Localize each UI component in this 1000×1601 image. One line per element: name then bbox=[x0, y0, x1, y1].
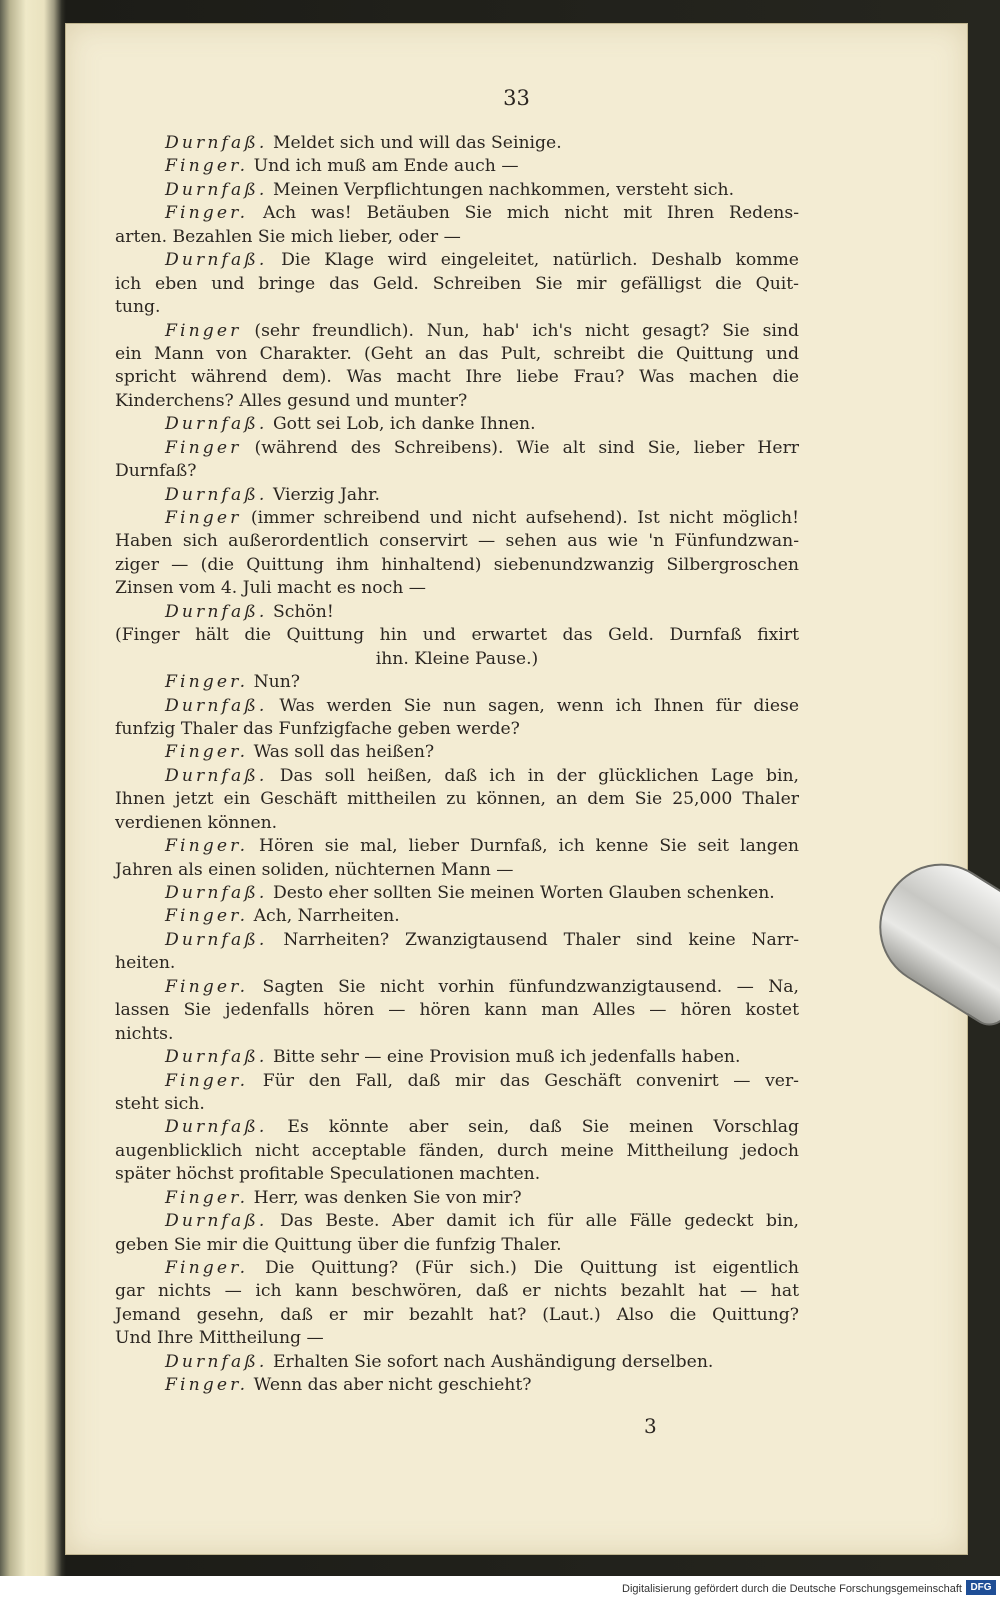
line-text: Narrheiten? Zwanzigtausend Thaler sind keine Narr- bbox=[283, 929, 800, 950]
speaker-name: Finger. bbox=[165, 1258, 249, 1278]
footer-bar bbox=[0, 1576, 1000, 1601]
text-line bbox=[115, 1046, 799, 1069]
line-text: ich eben und bringe das Geld. Schreiben Sie mir gefälligst die Quit- bbox=[115, 273, 799, 294]
text-line bbox=[115, 671, 799, 694]
line-text: spricht während dem). Was macht Ihre liebe Frau? Was machen die bbox=[115, 367, 799, 388]
speaker-name: Durnfaß. bbox=[165, 601, 268, 622]
text-line bbox=[115, 226, 799, 249]
line-text: tung. bbox=[115, 297, 161, 318]
line-text: Das Beste. Aber damit ich für alle Fälle gedeckt bin, bbox=[279, 1211, 800, 1232]
line-text: ein Mann von Charakter. (Geht an das Pult, schreibt die Quittung und bbox=[115, 343, 799, 364]
line-text: Was soll das heißen? bbox=[253, 742, 435, 763]
line-text: Was werden Sie nun sagen, wenn ich Ihnen für diese bbox=[279, 695, 799, 716]
text-line bbox=[115, 1210, 799, 1233]
text-line bbox=[115, 249, 799, 272]
text-line bbox=[115, 179, 799, 202]
line-text: Nun? bbox=[253, 672, 301, 693]
speaker-name: Finger. bbox=[165, 906, 249, 927]
line-text: Schön! bbox=[272, 601, 334, 622]
text-line bbox=[115, 437, 799, 460]
speaker-name: Finger bbox=[165, 437, 242, 458]
text-line bbox=[115, 460, 799, 483]
speaker-name: Finger. bbox=[165, 672, 249, 693]
text-line bbox=[115, 577, 799, 600]
line-text: Meinen Verpflichtungen nachkommen, versteht sich. bbox=[272, 179, 735, 200]
speaker-name: Durnfaß. bbox=[165, 1351, 268, 1372]
line-text: heiten. bbox=[115, 953, 176, 974]
text-line bbox=[115, 554, 799, 577]
line-text: (immer schreibend und nicht aufsehend). Ist nicht möglich! bbox=[250, 508, 800, 528]
speaker-name: Finger bbox=[165, 320, 242, 341]
dialogue-text bbox=[115, 132, 799, 1398]
line-text: augenblicklich nicht acceptable fänden, durch meine Mittheilung jedoch bbox=[115, 1140, 799, 1161]
line-text: (während des Schreibens). Wie alt sind Sie, lieber Herr bbox=[254, 437, 800, 458]
line-text: Die Klage wird eingeleitet, natürlich. Deshalb komme bbox=[281, 250, 799, 271]
speaker-name: Durnfaß. bbox=[165, 179, 268, 200]
text-line bbox=[115, 320, 799, 343]
text-line bbox=[115, 530, 799, 553]
speaker-name: Finger. bbox=[165, 1070, 249, 1091]
text-line bbox=[115, 624, 799, 647]
line-text: Ihnen jetzt ein Geschäft mittheilen zu können, an dem Sie 25,000 Thaler bbox=[115, 789, 799, 810]
text-line bbox=[115, 296, 799, 319]
text-line bbox=[115, 132, 799, 155]
speaker-name: Finger. bbox=[165, 1187, 249, 1208]
speaker-name: Finger. bbox=[165, 742, 249, 763]
text-line bbox=[115, 788, 799, 811]
book-page bbox=[66, 24, 967, 1554]
text-line bbox=[115, 929, 799, 952]
line-text: Kinderchens? Alles gesund und munter? bbox=[115, 390, 468, 411]
speaker-name: Finger. bbox=[165, 1375, 249, 1396]
text-line bbox=[115, 905, 799, 928]
text-line bbox=[115, 1163, 799, 1186]
line-text: Hören sie mal, lieber Durnfaß, ich kenne Sie seit langen bbox=[259, 836, 800, 857]
line-text: später höchst profitable Speculationen machten. bbox=[115, 1164, 541, 1185]
line-text: Für den Fall, daß mir das Geschäft convenirt — ver- bbox=[262, 1070, 799, 1091]
facing-page-edge bbox=[0, 0, 62, 1576]
line-text: verdienen können. bbox=[115, 812, 278, 833]
text-line bbox=[115, 999, 799, 1022]
line-text: Jemand gesehn, daß er mir bezahlt hat? (Laut.) Also die Quittung? bbox=[115, 1304, 799, 1325]
text-line bbox=[115, 648, 799, 671]
line-text: nichts. bbox=[115, 1023, 174, 1044]
line-text: Gott sei Lob, ich danke Ihnen. bbox=[272, 414, 536, 435]
text-line bbox=[115, 976, 799, 999]
speaker-name: Finger. bbox=[165, 203, 249, 224]
text-line bbox=[115, 1304, 799, 1327]
line-text: Und ich muß am Ende auch — bbox=[253, 156, 519, 177]
text-line bbox=[115, 202, 799, 225]
text-line bbox=[115, 1093, 799, 1116]
line-text: Meldet sich und will das Seinige. bbox=[272, 133, 562, 153]
line-text: Sagten Sie nicht vorhin fünfundzwanzigtausend. — Na, bbox=[262, 976, 799, 997]
text-line bbox=[115, 952, 799, 975]
line-text: Haben sich außerordentlich conservirt — sehen aus wie 'n Fünfundzwan- bbox=[115, 531, 799, 552]
text-line bbox=[115, 1374, 799, 1397]
text-line bbox=[115, 1234, 799, 1257]
speaker-name: Durnfaß. bbox=[165, 695, 268, 716]
text-line bbox=[115, 1257, 799, 1280]
text-line bbox=[115, 413, 799, 436]
line-text: ihn. Kleine Pause.) bbox=[375, 648, 539, 669]
line-text: funfzig Thaler das Funfzigfache geben werde? bbox=[115, 718, 520, 739]
line-text: (sehr freundlich). Nun, hab' ich's nicht gesagt? Sie sind bbox=[254, 320, 799, 341]
text-line bbox=[115, 155, 799, 178]
speaker-name: Durnfaß. bbox=[165, 929, 268, 950]
speaker-name: Durnfaß. bbox=[165, 250, 268, 271]
speaker-name: Durnfaß. bbox=[165, 414, 268, 435]
text-line bbox=[115, 366, 799, 389]
text-line bbox=[115, 695, 799, 718]
line-text: Erhalten Sie sofort nach Aushändigung derselben. bbox=[272, 1351, 714, 1372]
text-line bbox=[115, 765, 799, 788]
line-text: Und Ihre Mittheilung — bbox=[115, 1328, 324, 1349]
line-text: lassen Sie jedenfalls hören — hören kann man Alles — hören kostet bbox=[115, 1000, 799, 1021]
text-line bbox=[115, 601, 799, 624]
speaker-name: Durnfaß. bbox=[165, 1117, 268, 1138]
line-text: Desto eher sollten Sie meinen Worten Glauben schenken. bbox=[272, 883, 775, 903]
speaker-name: Durnfaß. bbox=[165, 1211, 268, 1232]
speaker-name: Finger. bbox=[165, 156, 249, 177]
text-line bbox=[115, 859, 799, 882]
line-text: Jahren als einen soliden, nüchternen Mann — bbox=[115, 859, 514, 880]
text-line bbox=[115, 741, 799, 764]
speaker-name: Durnfaß. bbox=[165, 133, 268, 153]
line-text: Durnfaß? bbox=[115, 461, 197, 482]
text-line bbox=[115, 1187, 799, 1210]
line-text: geben Sie mir die Quittung über die funfzig Thaler. bbox=[115, 1234, 562, 1255]
line-text: gar nichts — ich kann beschwören, daß er nichts bezahlt hat — hat bbox=[115, 1281, 799, 1302]
text-line bbox=[115, 1070, 799, 1093]
line-text: Bitte sehr — eine Provision muß ich jedenfalls haben. bbox=[272, 1047, 741, 1068]
speaker-name: Durnfaß. bbox=[165, 765, 268, 786]
line-text: arten. Bezahlen Sie mich lieber, oder — bbox=[115, 226, 461, 247]
speaker-name: Durnfaß. bbox=[165, 883, 268, 903]
text-line bbox=[115, 1327, 799, 1350]
signature-mark: 3 bbox=[644, 1414, 657, 1438]
text-line bbox=[115, 343, 799, 366]
text-line bbox=[115, 1023, 799, 1046]
text-line bbox=[115, 835, 799, 858]
dfg-logo: DFG bbox=[966, 1580, 996, 1595]
text-line bbox=[115, 507, 799, 530]
page-number: 33 bbox=[503, 86, 530, 110]
line-text: Ach, Narrheiten. bbox=[253, 906, 400, 927]
line-text: Vierzig Jahr. bbox=[272, 484, 380, 505]
speaker-name: Finger bbox=[165, 508, 242, 528]
line-text: Zinsen vom 4. Juli macht es noch — bbox=[115, 578, 426, 599]
speaker-name: Finger. bbox=[165, 836, 249, 857]
line-text: steht sich. bbox=[115, 1093, 205, 1114]
text-line bbox=[115, 1280, 799, 1303]
text-line bbox=[115, 1351, 799, 1374]
text-line bbox=[115, 484, 799, 507]
line-text: Das soll heißen, daß ich in der glücklichen Lage bin, bbox=[279, 765, 799, 786]
text-line bbox=[115, 390, 799, 413]
line-text: Wenn das aber nicht geschieht? bbox=[253, 1375, 532, 1396]
footer-credit: Digitalisierung gefördert durch die Deutsche Forschungsgemeinschaft bbox=[622, 1583, 962, 1595]
line-text: Herr, was denken Sie von mir? bbox=[253, 1187, 522, 1208]
text-line bbox=[115, 882, 799, 905]
line-text: Ach was! Betäuben Sie mich nicht mit Ihren Redens- bbox=[263, 203, 799, 224]
text-line bbox=[115, 273, 799, 296]
text-line bbox=[115, 1116, 799, 1139]
text-line bbox=[115, 718, 799, 741]
speaker-name: Finger. bbox=[165, 976, 249, 997]
line-text: Es könnte aber sein, daß Sie meinen Vorschlag bbox=[287, 1117, 800, 1138]
line-text: Die Quittung? (Für sich.) Die Quittung ist eigentlich bbox=[264, 1258, 799, 1278]
speaker-name: Durnfaß. bbox=[165, 484, 268, 505]
speaker-name: Durnfaß. bbox=[165, 1047, 268, 1068]
text-line bbox=[115, 1140, 799, 1163]
line-text: (Finger hält die Quittung hin und erwartet das Geld. Durnfaß fixirt bbox=[115, 625, 799, 646]
text-line bbox=[115, 812, 799, 835]
line-text: ziger — (die Quittung ihm hinhaltend) siebenundzwanzig Silbergroschen bbox=[115, 554, 799, 575]
